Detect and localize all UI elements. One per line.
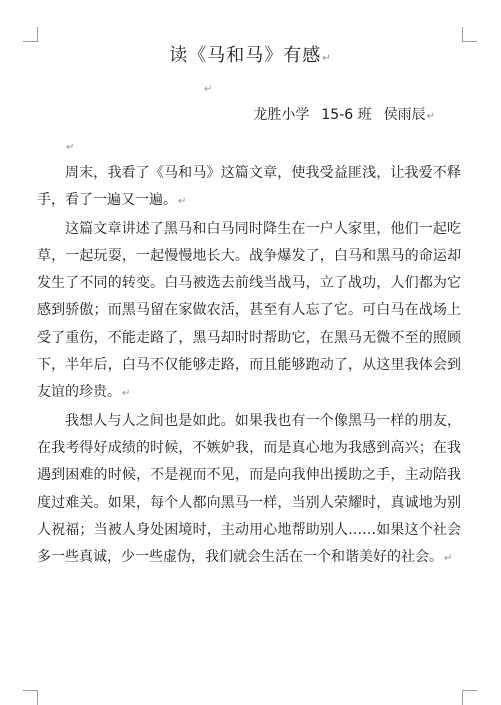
byline-class: 15-6 班 (321, 107, 372, 123)
paragraph-mark-icon: ↵ (426, 111, 435, 122)
byline[interactable] (253, 104, 435, 128)
paragraph-mark-icon: ↵ (322, 53, 332, 64)
crop-mark-bottom-right (462, 690, 477, 705)
paragraph-mark-icon: ↵ (66, 142, 75, 153)
empty-paragraph[interactable] (203, 80, 212, 97)
byline-school: 龙胜小学 (253, 107, 310, 123)
document-body[interactable] (37, 160, 461, 572)
paragraph-text: 周末，我看了《马和马》这篇文章，使我受益匪浅，让我爱不释手，看了一遍又一遍。 (37, 165, 461, 209)
paragraph-mark-icon: ↵ (204, 84, 213, 95)
paragraph-mark-icon: ↵ (444, 553, 453, 565)
paragraph-mark-icon: ↵ (178, 196, 187, 208)
paragraph-text: 这篇文章讲述了黑马和白马同时降生在一户人家里，他们一起吃草，一起玩耍，一起慢慢地长大。战争爆发了，白马和黑马的命运却发生了不同的转变。白马被选去前线当战马，立了战功，人们都为它感到骄傲；而黑马留在家做农活，甚至有人忘了它。可白马在战场上受了重伤，不能走路了，黑马却时时帮助它，在黑马无微不至的照顾下，半年后，白马不仅能够走路，而且能够跑动了，从这里我体会到友谊的珍贵。 (37, 220, 461, 401)
body-paragraph[interactable] (37, 216, 461, 408)
title-text: 读《马和马》有感 (169, 45, 322, 66)
crop-mark-bottom-left (23, 690, 38, 705)
body-paragraph[interactable] (37, 160, 461, 216)
document-title[interactable] (0, 43, 501, 72)
paragraph-text: 我想人与人之间也是如此。如果我也有一个像黑马一样的朋友，在我考得好成绩的时候，不嫉妒我，而是真心地为我感到高兴；在我遇到困难的时候，不是视而不见，而是向我伸出援助之手，主动陪我度过难关。如果，每个人都向黑马一样，当别人荣耀时，真诚地为别人祝福；当被人身处困境时，主动用心地帮助别人……如果这个社会多一些真诚，少一些虚伪，我们就会生活在一个和谐美好的社会。 (37, 412, 461, 566)
crop-mark-top-right (462, 27, 477, 42)
empty-paragraph[interactable] (65, 138, 74, 155)
paragraph-mark-icon: ↵ (122, 388, 131, 400)
body-paragraph[interactable] (37, 408, 461, 573)
crop-mark-top-left (23, 27, 38, 42)
byline-author: 侯雨辰 (383, 107, 426, 123)
